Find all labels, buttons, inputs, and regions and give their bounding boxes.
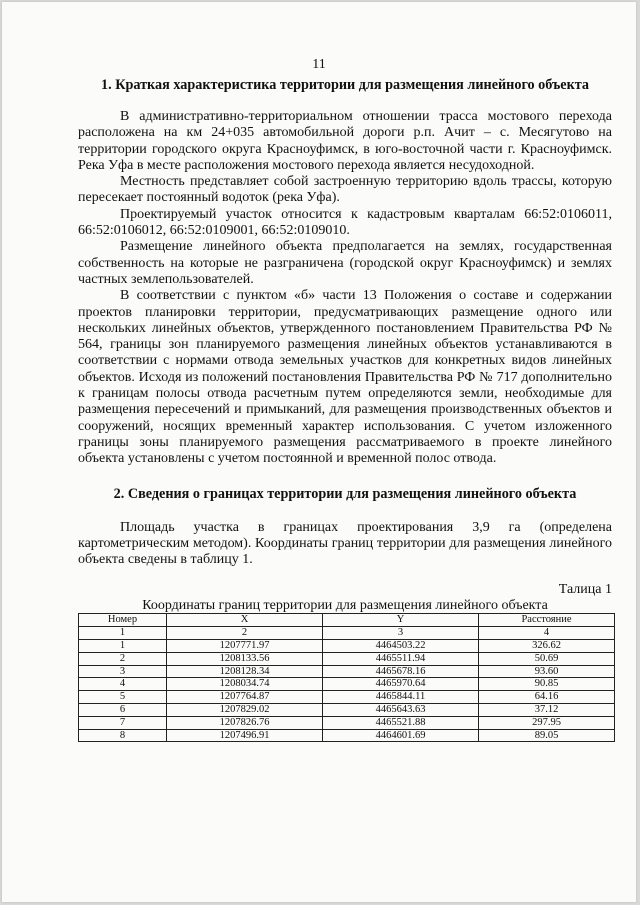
cell-distance: 297.95 [479,716,615,729]
cell-distance: 326.62 [479,640,615,653]
cell-y: 4465678.16 [323,665,479,678]
index-cell: 1 [79,627,167,640]
paragraph-regulations: В соответствии с пунктом «б» части 13 Положения о составе и содержании проектов планировки территории, предусматривающих размещение одного или нескольких линейных объектов, утвержденного постановлением Правительства РФ № 564, границы зон планируемого размещения линейных объектов устанавливаются в соответствии с нормами отвода земельных участков для конкретных видов линейных объектов. Исходя из положений постановления Правительства РФ № 717 дополнительно к границам полосы отвода расчетным путем определяются земли, необходимые для размещения пересечений и примыканий, для размещения производственных объектов и сооружений, носящих временный характер использования. С учетом изложенного границы зоны планируемого размещения рассматриваемого в проекте линейного объекта установлены с учетом постоянной и временной полос отвода. [78,288,612,467]
index-cell: 3 [323,627,479,640]
cell-number: 2 [79,652,167,665]
cell-number: 5 [79,691,167,704]
cell-y: 4464601.69 [323,729,479,742]
paragraph-location: В административно-территориальном отношении трасса мостового перехода расположена на км 24+035 автомобильной дороги р.п. Ачит – с. Месягутово на территории городского округа Красноуфимск, в юго-восточной части г. Красноуфимск. Река Уфа в месте расположения мостового перехода является несудоходной. [78,109,612,173]
cell-distance: 90.85 [479,678,615,691]
header-y: Y [323,614,479,627]
cell-x: 1208133.56 [167,652,323,665]
table-row [79,691,615,704]
paragraph-lands: Размещение линейного объекта предполагается на землях, государственная собственность на которые не разграничена (городской округ Красноуфимск) и землях частных землепользователей. [78,239,612,287]
section-1-heading: 1. Краткая характеристика территории для размещения линейного объекта [101,77,589,93]
document-page [2,2,636,902]
header-distance: Расстояние [479,614,615,627]
index-cell: 4 [479,627,615,640]
header-number: Номер [79,614,167,627]
section-2-heading: 2. Сведения о границах территории для размещения линейного объекта [113,485,577,502]
cell-distance: 64.16 [479,691,615,704]
table-row [79,652,615,665]
cell-y: 4465511.94 [323,652,479,665]
cell-number: 4 [79,678,167,691]
cell-x: 1207826.76 [167,716,323,729]
cell-y: 4464503.22 [323,640,479,653]
cell-distance: 93.60 [479,665,615,678]
index-cell: 2 [167,627,323,640]
cell-number: 1 [79,640,167,653]
cell-x: 1208034.74 [167,678,323,691]
coordinates-table [78,613,615,742]
cell-y: 4465844.11 [323,691,479,704]
table-header-row [79,614,615,627]
table-row [79,704,615,717]
cell-distance: 89.05 [479,729,615,742]
cell-distance: 50.69 [479,652,615,665]
cell-number: 7 [79,716,167,729]
table-row [79,678,615,691]
table-title: Координаты границ территории для размещения линейного объекта [142,598,548,614]
cell-y: 4465970.64 [323,678,479,691]
cell-distance: 37.12 [479,704,615,717]
cell-x: 1207829.02 [167,704,323,717]
table-row [79,640,615,653]
table-row [79,729,615,742]
cell-y: 4465643.63 [323,704,479,717]
cell-number: 6 [79,704,167,717]
table-index-row [79,627,615,640]
table-row [79,716,615,729]
cell-number: 3 [79,665,167,678]
page-number: 11 [312,57,326,72]
cell-x: 1207496.91 [167,729,323,742]
header-x: X [167,614,323,627]
page-content [78,76,612,742]
paragraph-terrain: Местность представляет собой застроенную территорию вдоль трассы, которую пересекает постоянный водоток (река Уфа). [78,174,612,206]
cell-x: 1207771.97 [167,640,323,653]
paragraph-cadastral: Проектируемый участок относится к кадастровым кварталам 66:52:0106011, 66:52:0106012, 66:52:0109001, 66:52:0109010. [78,206,612,239]
cell-number: 8 [79,729,167,742]
paragraph-area: Площадь участка в границах проектирования 3,9 га (определена картометрическим методом). Координаты границ территории для размещения линейного объекта сведены в таблицу 1. [78,519,612,568]
table-caption: Талица 1 [558,582,612,598]
cell-x: 1208128.34 [167,665,323,678]
cell-x: 1207764.87 [167,691,323,704]
table-row [79,665,615,678]
cell-y: 4465521.88 [323,716,479,729]
